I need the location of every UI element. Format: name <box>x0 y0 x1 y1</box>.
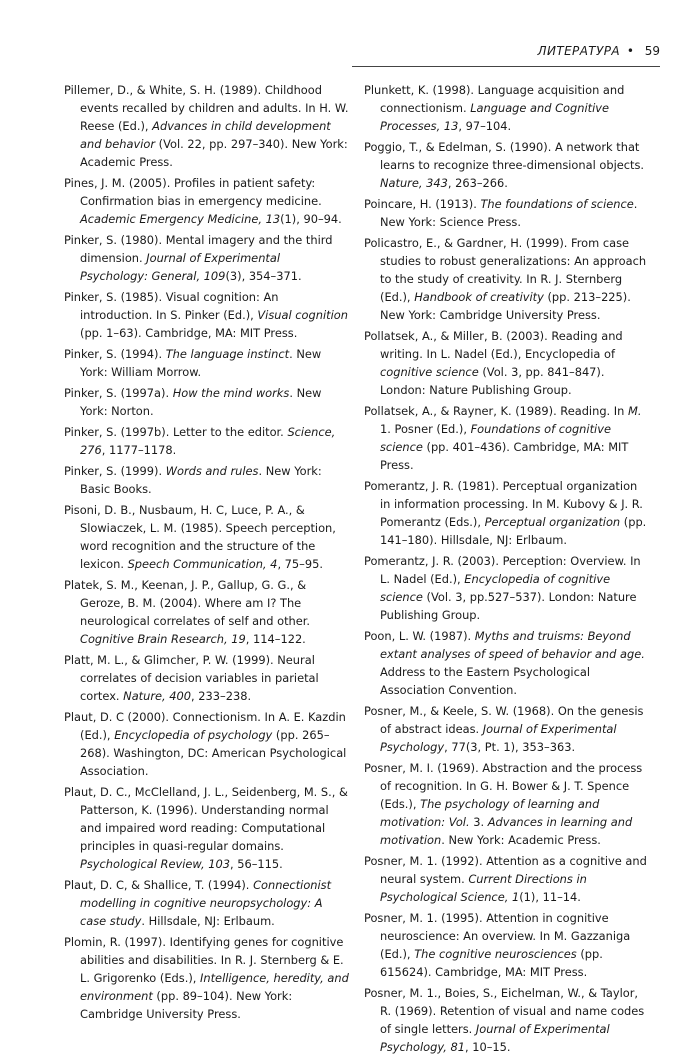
reference-text: Poon, L. W. (1987). <box>364 629 475 643</box>
reference-italic-text: Language and Cognitive Processes, 13 <box>380 101 610 133</box>
reference-text: , 97–104. <box>458 119 512 133</box>
reference-text: Pillemer, D., & White, S. H. (1989). Childhood events recalled by children and adults. In H. W. Reese (Ed.), <box>64 83 349 133</box>
reference-entry <box>364 702 650 756</box>
reference-text: , 233–238. <box>191 689 252 703</box>
reference-text: Posner, M. 1., Boies, S., Eichelman, W., & Taylor, R. (1969). Retention of visual and name codes of single letters. <box>364 986 645 1036</box>
page-number: 59 <box>644 44 660 58</box>
reference-text: (pp. 265–268). Washington, DC: American Psychological Association. <box>80 728 347 778</box>
reference-text: Plaut, D. C (2000). Connectionism. In A. E. Kazdin (Ed.), <box>64 710 346 742</box>
reference-italic-text: The psychology of learning and motivation: Vol. <box>380 797 600 829</box>
reference-italic-text: Current Directions in Psychological Science, 1 <box>380 872 587 904</box>
reference-text: (pp. 213–225). New York: Cambridge University Press. <box>380 290 631 322</box>
reference-text: , 1177–1178. <box>101 443 177 457</box>
reference-entry <box>64 462 350 498</box>
running-header <box>352 42 660 67</box>
reference-italic-text: Science, 276 <box>80 425 336 457</box>
reference-text: (pp. 141–180). Hillsdale, NJ: Erlbaum. <box>380 515 647 547</box>
reference-text: (Vol. 3, pp. 841–847). London: Nature Publishing Group. <box>380 365 605 397</box>
reference-text: Posner, M. 1. (1992). Attention as a cognitive and neural system. <box>364 854 647 886</box>
reference-text: (pp. 401–436). Cambridge, MA: MIT Press. <box>380 440 629 472</box>
reference-text: Plomin, R. (1997). Identifying genes for cognitive abilities and disabilities. In R. J. Sternberg & E. L. Grigorenko (Eds.), <box>64 935 344 985</box>
reference-text: Platek, S. M., Keenan, J. P., Gallup, G. G., & Geroze, B. M. (2004). Where am I? The neurological correlates of self and other. <box>64 578 311 628</box>
reference-text: Pomerantz, J. R. (1981). Perceptual organization in information processing. In M. Kubovy & J. R. Pomerantz (Eds.), <box>364 479 643 529</box>
reference-text: Pinker, S. (1997b). Letter to the editor. <box>64 425 288 439</box>
reference-italic-text: Foundations of cognitive science <box>380 422 611 454</box>
reference-entry <box>364 402 650 474</box>
reference-entry <box>364 852 650 906</box>
reference-italic-text: The foundations of science <box>480 197 634 211</box>
reference-text: (pp. 1–63). Cambridge, MA: MIT Press. <box>80 326 298 340</box>
reference-italic-text: Academic Emergency Medicine, 13 <box>80 212 281 226</box>
reference-italic-text: Words and rules <box>165 464 259 478</box>
reference-entry <box>64 876 350 930</box>
reference-entry <box>364 195 650 231</box>
reference-text: Pinker, S. (1980). Mental imagery and the third dimension. <box>64 233 333 265</box>
reference-entry <box>364 81 650 135</box>
reference-italic-text: Psychological Review, 103 <box>80 857 230 871</box>
references-column-right <box>364 81 650 1059</box>
reference-entry <box>64 423 350 459</box>
reference-entry <box>64 708 350 780</box>
reference-text: Pinker, S. (1999). <box>64 464 166 478</box>
reference-entry <box>364 759 650 849</box>
reference-text: Plunkett, K. (1998). Language acquisition and connectionism. <box>364 83 625 115</box>
reference-text: (Vol. 22, pp. 297–340). New York: Academic Press. <box>80 137 348 169</box>
reference-text: Plaut, D. C., McClelland, J. L., Seidenberg, M. S., & Patterson, K. (1996). Understanding normal and impaired word reading: Computational principles in quasi-regular domains. <box>64 785 348 853</box>
reference-italic-text: Intelligence, heredity, and environment <box>80 971 349 1003</box>
reference-italic-text: Encyclopedia of psychology <box>114 728 273 742</box>
reference-italic-text: Myths and truisms: Beyond extant analyses of speed of behavior and age. <box>380 629 645 661</box>
reference-entry <box>64 576 350 648</box>
reference-entry <box>364 909 650 981</box>
reference-text: Pines, J. M. (2005). Profiles in patient safety: Confirmation bias in emergency medicine. <box>64 176 322 208</box>
reference-italic-text: The language instinct <box>165 347 290 361</box>
reference-text: Pollatsek, A., & Miller, B. (2003). Reading and writing. In L. Nadel (Ed.), Encyclopedia of <box>364 329 623 361</box>
references-column-left <box>64 81 350 1026</box>
reference-text: Pollatsek, A., & Rayner, K. (1989). Reading. In <box>364 404 628 418</box>
reference-entry <box>64 288 350 342</box>
reference-entry <box>64 174 350 228</box>
reference-entry <box>364 552 650 624</box>
reference-italic-text: M. <box>628 404 642 418</box>
reference-entry <box>364 477 650 549</box>
reference-text: Platt, M. L., & Glimcher, P. W. (1999). Neural correlates of decision variables in parietal cortex. <box>64 653 319 703</box>
reference-text: . New York: Basic Books. <box>80 464 322 496</box>
reference-text: Pinker, S. (1994). <box>64 347 166 361</box>
reference-text: (3), 354–371. <box>225 269 302 283</box>
reference-text: , 56–115. <box>229 857 283 871</box>
reference-italic-text: Nature, 400 <box>123 689 192 703</box>
reference-text: Posner, M. 1. (1995). Attention in cognitive neuroscience: An overview. In M. Gazzaniga (Ed.), <box>364 911 631 961</box>
reference-entry <box>64 651 350 705</box>
reference-text: (1), 11–14. <box>519 890 581 904</box>
reference-entry <box>364 138 650 192</box>
reference-text: . New York: Norton. <box>80 386 322 418</box>
reference-text: (1), 90–94. <box>280 212 342 226</box>
reference-italic-text: Advances in learning and motivation <box>380 815 633 847</box>
reference-italic-text: cognitive science <box>380 365 479 379</box>
reference-text: Pomerantz, J. R. (2003). Perception: Overview. In L. Nadel (Ed.), <box>364 554 641 586</box>
reference-entry <box>364 234 650 324</box>
reference-text: (pp. 615624). Cambridge, MA: MIT Press. <box>380 947 603 979</box>
reference-text: Poggio, T., & Edelman, S. (1990). A network that learns to recognize three-dimensional objects. <box>364 140 645 172</box>
reference-text: Plaut, D. C, & Shallice, T. (1994). <box>64 878 254 892</box>
reference-italic-text: Advances in child development and behavior <box>80 119 331 151</box>
reference-entry <box>364 984 650 1056</box>
reference-italic-text: Connectionist modelling in cognitive neuropsychology: A case study <box>80 878 332 928</box>
reference-italic-text: Visual cognition <box>257 308 348 322</box>
reference-italic-text: Journal of Experimental Psychology, 81 <box>380 1022 610 1054</box>
reference-text: Address to the Eastern Psychological Association Convention. <box>380 665 590 697</box>
reference-text: Posner, M. I. (1969). Abstraction and the process of recognition. In G. H. Bower & J. T. Spence (Eds.), <box>364 761 643 811</box>
reference-text: , 114–122. <box>245 632 306 646</box>
reference-entry <box>364 627 650 699</box>
reference-text: Policastro, E., & Gardner, H. (1999). From case studies to robust generalizations: An approach to the study of creativity. In R. J. Sternberg (Ed.), <box>364 236 647 304</box>
reference-italic-text: The cognitive neurosciences <box>414 947 577 961</box>
reference-text: Pisoni, D. B., Nusbaum, H. C, Luce, P. A., & Slowiaczek, L. M. (1985). Speech perception, word recognition and the structure of the lexicon. <box>64 503 336 571</box>
reference-italic-text: Journal of Experimental Psychology <box>380 722 617 754</box>
reference-italic-text: Perceptual organization <box>484 515 621 529</box>
reference-entry <box>364 327 650 399</box>
reference-italic-text: Speech Communication, 4 <box>127 557 278 571</box>
reference-italic-text: Handbook of creativity <box>414 290 544 304</box>
reference-text: 3. <box>469 815 488 829</box>
reference-entry <box>64 345 350 381</box>
reference-text: (Vol. 3, pp.527–537). London: Nature Publishing Group. <box>380 590 637 622</box>
reference-text: Posner, M., & Keele, S. W. (1968). On the genesis of abstract ideas. <box>364 704 644 736</box>
reference-entry <box>64 783 350 873</box>
reference-text: 1. Posner (Ed.), <box>380 422 471 436</box>
reference-text: Pinker, S. (1997a). <box>64 386 173 400</box>
reference-entry <box>64 384 350 420</box>
header-separator: • <box>626 44 634 58</box>
reference-text: , 10–15. <box>464 1040 511 1054</box>
reference-italic-text: How the mind works <box>172 386 290 400</box>
reference-text: , 75–95. <box>277 557 323 571</box>
reference-italic-text: Journal of Experimental Psychology: General, 109 <box>80 251 281 283</box>
reference-text: Pinker, S. (1985). Visual cognition: An introduction. In S. Pinker (Ed.), <box>64 290 279 322</box>
section-title: ЛИТЕРАТУРА <box>537 44 620 58</box>
reference-entry <box>64 231 350 285</box>
reference-italic-text: Nature, 343 <box>380 176 448 190</box>
reference-entry <box>64 81 350 171</box>
reference-entry <box>64 501 350 573</box>
reference-text: . New York: William Morrow. <box>80 347 322 379</box>
reference-italic-text: Encyclopedia of cognitive science <box>380 572 611 604</box>
reference-text: . New York: Academic Press. <box>441 833 601 847</box>
reference-entry <box>64 933 350 1023</box>
reference-text: , 263–266. <box>447 176 508 190</box>
reference-text: (pp. 89–104). New York: Cambridge University Press. <box>80 989 293 1021</box>
reference-text: Poincare, H. (1913). <box>364 197 481 211</box>
reference-italic-text: Cognitive Brain Research, 19 <box>80 632 246 646</box>
reference-text: , 77(3, Pt. 1), 353–363. <box>444 740 576 754</box>
reference-text: . New York: Science Press. <box>380 197 638 229</box>
reference-text: . Hillsdale, NJ: Erlbaum. <box>141 914 275 928</box>
